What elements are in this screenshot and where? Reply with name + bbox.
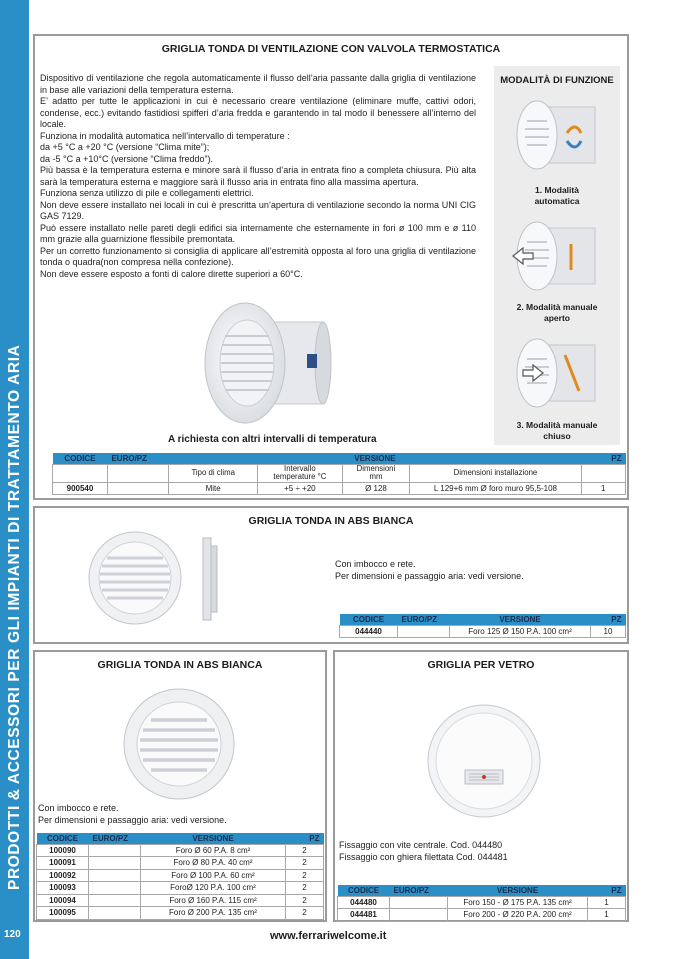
product-description: Fissaggio con vite centrale. Cod. 044480 Fissaggio con ghiera filettata Cod. 044481 [339, 840, 508, 862]
mode-manual-closed-label: 3. Modalità manuale chiuso [516, 420, 598, 441]
col-header-codice: CODICE [53, 453, 108, 464]
thermostatic-vent-image [195, 292, 335, 432]
table-row: 100090 Foro Ø 60 P.A. 8 cm² 2 [37, 844, 324, 857]
subheader-dimensioni: Dimensioni mm [342, 464, 410, 482]
cell-installazione: L 129+6 mm Ø foro muro 95,5-108 [410, 482, 581, 495]
footer-url[interactable]: www.ferrariwelcome.it [270, 930, 387, 942]
section-title: GRIGLIA TONDA IN ABS BIANCA [97, 659, 263, 671]
table-header-row: CODICE EURO/PZ VERSIONE PZ [37, 833, 324, 844]
table-row: 100092 Foro Ø 100 P.A. 60 cm² 2 [37, 869, 324, 882]
table-row: 044481 Foro 200 - Ø 220 P.A. 200 cm² 1 [338, 909, 626, 922]
description-paragraph: Funziona in modalità automatica nell’intervallo di temperature : [40, 130, 290, 141]
abs-grille-image [87, 528, 277, 628]
table-row: 100095 Foro Ø 200 P.A. 135 cm² 2 [37, 907, 324, 920]
section-glass-grille [333, 650, 629, 922]
subheader-tipo: Tipo di clima [169, 464, 258, 482]
abs-grille-range-image [121, 686, 237, 802]
col-header-versione: VERSIONE [169, 453, 581, 464]
table-header-row [53, 453, 626, 464]
section-title: GRIGLIA TONDA IN ABS BIANCA [248, 515, 414, 527]
thermostatic-grille-table [52, 453, 626, 495]
mode-manual-closed-image [509, 331, 607, 413]
table-subheader-row [53, 464, 626, 482]
side-band [0, 0, 29, 959]
cell-intervallo: +5 ÷ +20 [258, 482, 343, 495]
description-paragraph: Dispositivo di ventilazione che regola automaticamente il flusso dell’aria passante dalla griglia di ventilazione in base alle variazioni della temperatura esterna. [40, 73, 476, 95]
table-row [53, 482, 626, 495]
table-row: 044440 Foro 125 Ø 150 P.A. 100 cm² 10 [340, 625, 626, 638]
table-header-row: CODICE EURO/PZ VERSIONE PZ [340, 614, 626, 625]
side-category-label: PRODOTTI & ACCESSORI PER GLI IMPIANTI DI TRATTAMENTO ARIA [6, 344, 23, 890]
mode-manual-open-image [509, 214, 607, 296]
cell-tipo: Mite [169, 482, 258, 495]
description-paragraph: Non deve essere installato nei locali in cui è prescritta un’apertura di ventilazione secondo la norma UNI CIG GAS 7129. [40, 199, 476, 221]
subheader-installazione: Dimensioni installazione [410, 464, 581, 482]
abs-grille-single-table [339, 614, 626, 638]
image-caption: A richiesta con altri intervalli di temperatura [168, 434, 377, 445]
description-paragraph: Più bassa è la temperatura esterna e minore sarà il flusso d’aria in entrata fino a completa chiusura. Più alta sarà la temperatura esterna e maggiore sarà il flusso aria in entrata fino alla massima apertura. [40, 165, 476, 187]
col-header-pz: PZ [581, 453, 625, 464]
section-title: GRIGLIA TONDA DI VENTILAZIONE CON VALVOLA TERMOSTATICA [161, 43, 501, 55]
table-row: 100091 Foro Ø 80 P.A. 40 cm² 2 [37, 857, 324, 870]
modes-title: MODALITÀ DI FUNZIONE [500, 75, 614, 86]
mode-automatic-label: 1. Modalità automatica [534, 185, 580, 206]
mode-manual-open-label: 2. Modalità manuale aperto [516, 302, 598, 323]
description-paragraph: E’ adatto per tutte le applicazioni in cui è necessario creare ventilazione (eliminare muffe, cattivi odori, condense, ecc.) evitando fastidiosi spifferi d’aria fredda e garantendo in tal modo il benessere all’interno del locale. [40, 96, 476, 129]
cell-pz: 1 [581, 482, 625, 495]
page-number: 120 [4, 929, 21, 940]
cell-dimensioni: Ø 128 [342, 482, 410, 495]
section-title: GRIGLIA PER VETRO [427, 659, 535, 671]
product-description: Con imbocco e rete. Per dimensioni e passaggio aria: vedi versione. [38, 803, 227, 825]
mode-automatic-image [509, 93, 607, 175]
table-row: 100094 Foro Ø 160 P.A. 115 cm² 2 [37, 894, 324, 907]
modes-panel [494, 66, 620, 445]
table-header-row: CODICE EURO/PZ VERSIONE PZ [338, 885, 626, 896]
glass-grille-image [425, 702, 543, 820]
description-paragraph: da -5 °C a +10°C (versione “Clima freddo”). [40, 153, 214, 164]
cell-euro [107, 482, 168, 495]
product-description [40, 73, 476, 280]
table-row: 044480 Foro 150 - Ø 175 P.A. 135 cm² 1 [338, 896, 626, 909]
cell-codice: 900540 [53, 482, 108, 495]
description-paragraph: Può essere installato nelle pareti degli edifici sia internamente che esternamente in fori ø 100 mm e ø 110 mm grazie alla guarnizione flessibile premontata. [40, 222, 476, 244]
description-paragraph: Funziona senza utilizzo di pile e collegamenti elettrici. [40, 188, 254, 198]
glass-grille-table [337, 885, 626, 922]
description-paragraph: Non deve essere esposto a fonti di calore dirette superiori a 60°C. [40, 268, 303, 279]
description-paragraph: Per un corretto funzionamento si consiglia di applicare all’estremità opposta al foro una griglia di ventilazione tonda o quadra(non compresa nella confezione). [40, 245, 476, 267]
subheader-intervallo: Intervallo temperature °C [258, 464, 343, 482]
col-header-euro: EURO/PZ [107, 453, 168, 464]
abs-grille-range-table [36, 833, 324, 920]
description-paragraph: da +5 °C a +20 °C (versione “Clima mite”); [40, 142, 210, 152]
table-row: 100093 ForoØ 120 P.A. 100 cm² 2 [37, 882, 324, 895]
product-description: Con imbocco e rete. Per dimensioni e passaggio aria: vedi versione. [335, 559, 524, 581]
